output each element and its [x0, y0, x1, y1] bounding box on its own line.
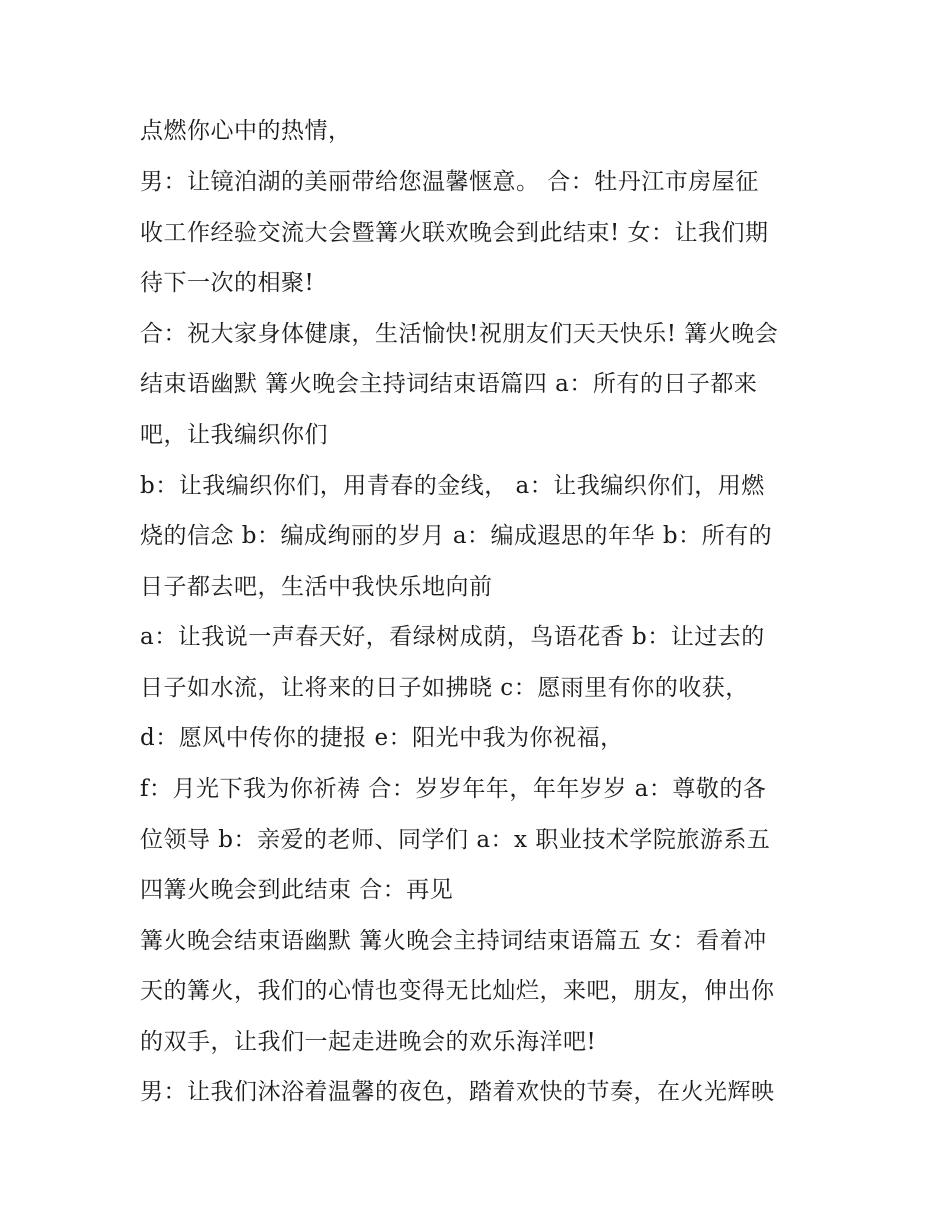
text-line: b：让我编织你们，用青春的金线， a：让我编织你们，用燃	[140, 473, 765, 499]
text-line: 天的篝火，我们的心情也变得无比灿烂，来吧，朋友，伸出你	[140, 978, 775, 1004]
text-line: 点燃你心中的热情，	[140, 118, 352, 144]
text-line: 合：祝大家身体健康，生活愉快!祝朋友们天天快乐! 篝火晚会	[140, 321, 779, 347]
text-line: 男：让镜泊湖的美丽带给您温馨惬意。 合：牡丹江市房屋征	[140, 169, 759, 195]
text-line: 待下一次的相聚!	[140, 270, 315, 296]
text-line: 吧，让我编织你们	[140, 422, 328, 448]
text-line: 结束语幽默 篝火晚会主持词结束语篇四 a：所有的日子都来	[140, 371, 758, 397]
text-line: f：月光下我为你祈祷 合：岁岁年年，年年岁岁 a：尊敬的各	[140, 776, 767, 802]
text-line: 的双手，让我们一起走进晚会的欢乐海洋吧!	[140, 1029, 597, 1055]
text-line: 位领导 b：亲爱的老师、同学们 a：x 职业技术学院旅游系五	[140, 827, 771, 853]
text-line: 烧的信念 b：编成绚丽的岁月 a：编成遐思的年华 b：所有的	[140, 523, 773, 549]
text-line: 篝火晚会结束语幽默 篝火晚会主持词结束语篇五 女：看着冲	[140, 928, 767, 954]
text-line: d：愿风中传你的捷报 e：阳光中我为你祝福，	[140, 725, 624, 751]
text-line: 日子都去吧，生活中我快乐地向前	[140, 574, 493, 600]
text-line: 日子如水流，让将来的日子如拂晓 c：愿雨里有你的收获，	[140, 675, 749, 701]
text-line: 男：让我们沐浴着温馨的夜色，踏着欢快的节奏，在火光辉映	[140, 1079, 775, 1105]
text-line: 收工作经验交流大会暨篝火联欢晚会到此结束! 女：让我们期	[140, 220, 769, 246]
text-line: a：让我说一声春天好，看绿树成荫，鸟语花香 b：让过去的	[140, 624, 765, 650]
text-line: 四篝火晚会到此结束 合：再见	[140, 877, 454, 903]
